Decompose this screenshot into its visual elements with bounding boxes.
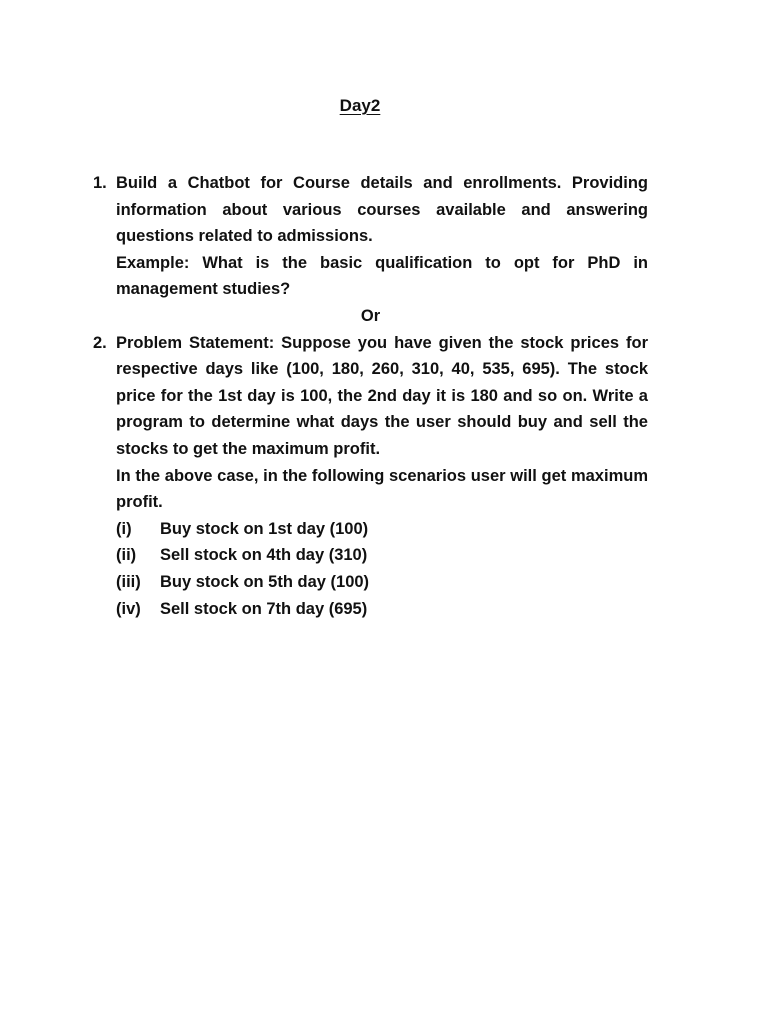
question-1-body [116, 170, 648, 303]
scenario-text: Buy stock on 5th day (100) [160, 572, 370, 591]
scenario-marker: (iii) [116, 572, 141, 591]
scenario-item [116, 516, 648, 543]
question-2-body [116, 330, 648, 623]
scenario-text: Sell stock on 4th day (310) [160, 546, 368, 565]
question-2 [93, 330, 648, 623]
question-2-text: Problem Statement: Suppose you have given the stock prices for respective days like (100, 180, 260, 310, 40, 535, 695). The stock price for the 1st day is 100, the 2nd day it is 180 and so on. Write a program to determine what days the user should buy and sell the stocks to get the maximum profit. [116, 333, 648, 458]
scenario-item [116, 542, 648, 569]
scenario-text: Buy stock on 1st day (100) [160, 519, 369, 538]
scenario-text: Sell stock on 7th day (695) [160, 599, 368, 618]
question-1-example: Example: What is the basic qualification to opt for PhD in management studies? [116, 253, 648, 299]
question-1 [93, 170, 648, 303]
question-list [93, 170, 648, 622]
scenario-marker: (i) [116, 519, 132, 538]
question-2-intro: In the above case, in the following scenarios user will get maximum profit. [116, 466, 648, 512]
separator-or: Or [360, 306, 381, 325]
scenario-item [116, 596, 648, 623]
scenario-marker: (iv) [116, 599, 141, 618]
page-title: Day2 [339, 96, 381, 115]
scenario-marker: (ii) [116, 546, 137, 565]
question-2-number: 2. [93, 333, 107, 352]
question-1-number: 1. [93, 174, 107, 192]
question-1-text: Build a Chatbot for Course details and enrollments. Providing information about various courses available and answering questions related to admissions. [116, 174, 648, 246]
scenario-item [116, 569, 648, 596]
